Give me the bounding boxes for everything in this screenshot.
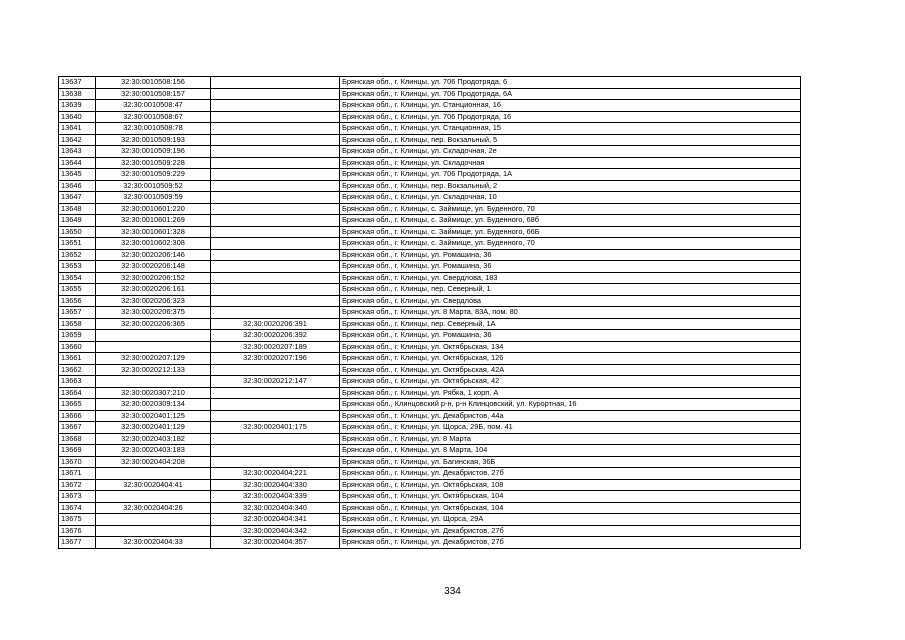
secondary-cadastral-number-cell xyxy=(211,146,340,158)
address-cell: Брянская обл., г. Клинцы, ул. Декабристов, 27б xyxy=(340,537,801,549)
address-cell: Брянская обл., г. Клинцы, ул. 8 Марта, 83А, пом. 80 xyxy=(340,307,801,319)
row-number-cell: 13670 xyxy=(59,456,96,468)
secondary-cadastral-number-cell: 32:30:0020401:175 xyxy=(211,422,340,434)
table-row xyxy=(59,525,801,537)
table-row xyxy=(59,399,801,411)
table-row xyxy=(59,157,801,169)
secondary-cadastral-number-cell xyxy=(211,284,340,296)
cadastral-number-cell: 32:30:0020206:148 xyxy=(96,261,211,273)
address-cell: Брянская обл., г. Клинцы, ул. Щорса, 29А xyxy=(340,514,801,526)
cadastral-number-cell: 32:30:0020206:152 xyxy=(96,272,211,284)
table-row xyxy=(59,284,801,296)
row-number-cell: 13639 xyxy=(59,100,96,112)
row-number-cell: 13668 xyxy=(59,433,96,445)
secondary-cadastral-number-cell xyxy=(211,410,340,422)
table-row xyxy=(59,192,801,204)
address-cell: Брянская обл., г. Клинцы, ул. Щорса, 29Б, пом. 41 xyxy=(340,422,801,434)
address-cell: Брянская обл., г. Клинцы, ул. Ромашина, 36 xyxy=(340,249,801,261)
cadastral-number-cell: 32:30:0020309:134 xyxy=(96,399,211,411)
table-row xyxy=(59,445,801,457)
table-row xyxy=(59,77,801,89)
address-cell: Брянская обл., г. Клинцы, пер. Вокзальный, 2 xyxy=(340,180,801,192)
address-cell: Брянская обл., г. Клинцы, пер. Северный, 1 xyxy=(340,284,801,296)
cadastral-number-cell xyxy=(96,341,211,353)
row-number-cell: 13659 xyxy=(59,330,96,342)
address-cell: Брянская обл., г. Клинцы, ул. Станционная, 16 xyxy=(340,100,801,112)
secondary-cadastral-number-cell xyxy=(211,249,340,261)
row-number-cell: 13673 xyxy=(59,491,96,503)
secondary-cadastral-number-cell: 32:30:0020212:147 xyxy=(211,376,340,388)
address-cell: Брянская обл., г. Клинцы, ул. 706 Продотряда, 1А xyxy=(340,169,801,181)
secondary-cadastral-number-cell: 32:30:0020404:330 xyxy=(211,479,340,491)
secondary-cadastral-number-cell xyxy=(211,111,340,123)
secondary-cadastral-number-cell xyxy=(211,157,340,169)
cadastral-number-cell xyxy=(96,514,211,526)
secondary-cadastral-number-cell xyxy=(211,445,340,457)
row-number-cell: 13654 xyxy=(59,272,96,284)
table-row xyxy=(59,330,801,342)
row-number-cell: 13672 xyxy=(59,479,96,491)
table-row xyxy=(59,249,801,261)
address-cell: Брянская обл., г. Клинцы, ул. Октябрьская, 108 xyxy=(340,479,801,491)
secondary-cadastral-number-cell: 32:30:0020206:392 xyxy=(211,330,340,342)
row-number-cell: 13645 xyxy=(59,169,96,181)
row-number-cell: 13664 xyxy=(59,387,96,399)
table-row xyxy=(59,180,801,192)
secondary-cadastral-number-cell xyxy=(211,238,340,250)
table-row xyxy=(59,123,801,135)
row-number-cell: 13647 xyxy=(59,192,96,204)
secondary-cadastral-number-cell: 32:30:0020206:391 xyxy=(211,318,340,330)
secondary-cadastral-number-cell xyxy=(211,123,340,135)
secondary-cadastral-number-cell: 32:30:0020404:221 xyxy=(211,468,340,480)
secondary-cadastral-number-cell xyxy=(211,261,340,273)
row-number-cell: 13652 xyxy=(59,249,96,261)
secondary-cadastral-number-cell xyxy=(211,169,340,181)
address-cell: Брянская обл., г. Клинцы, ул. 8 Марта xyxy=(340,433,801,445)
row-number-cell: 13660 xyxy=(59,341,96,353)
row-number-cell: 13674 xyxy=(59,502,96,514)
address-cell: Брянская обл., г. Клинцы, ул. Ромашина, 36 xyxy=(340,330,801,342)
row-number-cell: 13661 xyxy=(59,353,96,365)
row-number-cell: 13675 xyxy=(59,514,96,526)
page-number: 334 xyxy=(444,586,461,597)
table-row xyxy=(59,364,801,376)
address-cell: Брянская обл., г. Клинцы, ул. Складочная, 2е xyxy=(340,146,801,158)
address-cell: Брянская обл., г. Клинцы, пер. Вокзальный, 5 xyxy=(340,134,801,146)
secondary-cadastral-number-cell xyxy=(211,203,340,215)
table-row xyxy=(59,433,801,445)
row-number-cell: 13676 xyxy=(59,525,96,537)
table-body xyxy=(59,77,801,549)
table-row xyxy=(59,134,801,146)
row-number-cell: 13637 xyxy=(59,77,96,89)
table-row xyxy=(59,226,801,238)
cadastral-number-cell: 32:30:0020206:375 xyxy=(96,307,211,319)
table-row xyxy=(59,307,801,319)
row-number-cell: 13651 xyxy=(59,238,96,250)
address-cell: Брянская обл., г. Клинцы, ул. Станционная, 15 xyxy=(340,123,801,135)
cadastral-number-cell: 32:30:0020207:129 xyxy=(96,353,211,365)
secondary-cadastral-number-cell xyxy=(211,295,340,307)
row-number-cell: 13648 xyxy=(59,203,96,215)
cadastral-number-cell: 32:30:0020404:41 xyxy=(96,479,211,491)
row-number-cell: 13657 xyxy=(59,307,96,319)
row-number-cell: 13638 xyxy=(59,88,96,100)
secondary-cadastral-number-cell: 32:30:0020404:339 xyxy=(211,491,340,503)
secondary-cadastral-number-cell xyxy=(211,399,340,411)
secondary-cadastral-number-cell: 32:30:0020404:342 xyxy=(211,525,340,537)
table-row xyxy=(59,295,801,307)
row-number-cell: 13646 xyxy=(59,180,96,192)
cadastral-number-cell: 32:30:0010508:78 xyxy=(96,123,211,135)
address-cell: Брянская обл., г. Клинцы, ул. 706 Продотряда, 6 xyxy=(340,77,801,89)
cadastral-number-cell xyxy=(96,468,211,480)
row-number-cell: 13666 xyxy=(59,410,96,422)
cadastral-number-cell: 32:30:0020206:146 xyxy=(96,249,211,261)
table-row xyxy=(59,479,801,491)
address-cell: Брянская обл., г. Клинцы, пер. Северный, 1А xyxy=(340,318,801,330)
cadastral-number-cell: 32:30:0020403:183 xyxy=(96,445,211,457)
secondary-cadastral-number-cell xyxy=(211,180,340,192)
address-cell: Брянская обл., г. Клинцы, ул. Складочная xyxy=(340,157,801,169)
row-number-cell: 13662 xyxy=(59,364,96,376)
secondary-cadastral-number-cell: 32:30:0020207:196 xyxy=(211,353,340,365)
secondary-cadastral-number-cell: 32:30:0020404:341 xyxy=(211,514,340,526)
cadastral-number-cell: 32:30:0010602:308 xyxy=(96,238,211,250)
address-cell: Брянская обл., г. Клинцы, ул. Рябка, 1 корп. А xyxy=(340,387,801,399)
address-cell: Брянская обл., г. Клинцы, ул. Октябрьская, 104 xyxy=(340,502,801,514)
address-cell: Брянская обл., г. Клинцы, ул. 706 Продотряда, 6А xyxy=(340,88,801,100)
cadastral-number-cell: 32:30:0010508:47 xyxy=(96,100,211,112)
table-row xyxy=(59,88,801,100)
row-number-cell: 13671 xyxy=(59,468,96,480)
address-cell: Брянская обл., г. Клинцы, ул. Декабристов, 44а xyxy=(340,410,801,422)
secondary-cadastral-number-cell xyxy=(211,364,340,376)
cadastral-number-cell: 32:30:0010509:59 xyxy=(96,192,211,204)
table-row xyxy=(59,261,801,273)
secondary-cadastral-number-cell: 32:30:0020404:340 xyxy=(211,502,340,514)
cadastral-number-cell: 32:30:0020206:365 xyxy=(96,318,211,330)
secondary-cadastral-number-cell xyxy=(211,307,340,319)
address-cell: Брянская обл., г. Клинцы, с. Займище, ул. Буденного, 68б xyxy=(340,215,801,227)
cadastral-number-cell: 32:30:0010509:228 xyxy=(96,157,211,169)
cadastral-number-cell: 32:30:0020206:161 xyxy=(96,284,211,296)
row-number-cell: 13649 xyxy=(59,215,96,227)
cadastral-number-cell xyxy=(96,491,211,503)
row-number-cell: 13656 xyxy=(59,295,96,307)
row-number-cell: 13640 xyxy=(59,111,96,123)
cadastral-number-cell: 32:30:0020206:323 xyxy=(96,295,211,307)
address-cell: Брянская обл., г. Клинцы, ул. Октябрьская, 42 xyxy=(340,376,801,388)
secondary-cadastral-number-cell xyxy=(211,387,340,399)
cadastral-number-cell: 32:30:0010601:269 xyxy=(96,215,211,227)
address-cell: Брянская обл., г. Клинцы, ул. Свердлова xyxy=(340,295,801,307)
address-cell: Брянская обл., г. Клинцы, ул. Багинская, 36Б xyxy=(340,456,801,468)
cadastral-number-cell: 32:30:0020401:129 xyxy=(96,422,211,434)
table-row xyxy=(59,410,801,422)
table-row xyxy=(59,111,801,123)
secondary-cadastral-number-cell xyxy=(211,226,340,238)
table-row xyxy=(59,376,801,388)
cadastral-number-cell: 32:30:0020404:208 xyxy=(96,456,211,468)
cadastral-number-cell: 32:30:0020307:210 xyxy=(96,387,211,399)
table-row xyxy=(59,100,801,112)
row-number-cell: 13677 xyxy=(59,537,96,549)
cadastral-number-cell: 32:30:0020404:26 xyxy=(96,502,211,514)
secondary-cadastral-number-cell: 32:30:0020207:189 xyxy=(211,341,340,353)
secondary-cadastral-number-cell xyxy=(211,192,340,204)
cadastral-number-cell: 32:30:0020212:133 xyxy=(96,364,211,376)
cadastral-number-cell xyxy=(96,376,211,388)
row-number-cell: 13665 xyxy=(59,399,96,411)
property-registry-table xyxy=(58,76,801,549)
table-row xyxy=(59,215,801,227)
address-cell: Брянская обл., г. Клинцы, ул. Октябрьская, 126 xyxy=(340,353,801,365)
row-number-cell: 13650 xyxy=(59,226,96,238)
secondary-cadastral-number-cell xyxy=(211,272,340,284)
table-row xyxy=(59,537,801,549)
address-cell: Брянская обл., г. Клинцы, ул. Октябрьская, 42А xyxy=(340,364,801,376)
table-row xyxy=(59,353,801,365)
row-number-cell: 13642 xyxy=(59,134,96,146)
secondary-cadastral-number-cell: 32:30:0020404:357 xyxy=(211,537,340,549)
cadastral-number-cell: 32:30:0020401:125 xyxy=(96,410,211,422)
address-cell: Брянская обл., г. Клинцы, с. Займище, ул. Буденного, 70 xyxy=(340,238,801,250)
table-row xyxy=(59,169,801,181)
address-cell: Брянская обл., г. Клинцы, ул. Октябрьская, 104 xyxy=(340,491,801,503)
cadastral-number-cell: 32:30:0020403:182 xyxy=(96,433,211,445)
address-cell: Брянская обл., г. Клинцы, ул. Свердлова, 183 xyxy=(340,272,801,284)
row-number-cell: 13655 xyxy=(59,284,96,296)
row-number-cell: 13644 xyxy=(59,157,96,169)
table-row xyxy=(59,422,801,434)
table-row xyxy=(59,238,801,250)
table-row xyxy=(59,146,801,158)
secondary-cadastral-number-cell xyxy=(211,433,340,445)
row-number-cell: 13663 xyxy=(59,376,96,388)
table-row xyxy=(59,341,801,353)
cadastral-number-cell: 32:30:0010508:67 xyxy=(96,111,211,123)
table-row xyxy=(59,203,801,215)
row-number-cell: 13658 xyxy=(59,318,96,330)
cadastral-number-cell: 32:30:0020404:33 xyxy=(96,537,211,549)
secondary-cadastral-number-cell xyxy=(211,134,340,146)
cadastral-number-cell xyxy=(96,330,211,342)
cadastral-number-cell: 32:30:0010509:229 xyxy=(96,169,211,181)
secondary-cadastral-number-cell xyxy=(211,215,340,227)
secondary-cadastral-number-cell xyxy=(211,77,340,89)
address-cell: Брянская обл., г. Клинцы, ул. Декабристов, 27б xyxy=(340,525,801,537)
table-row xyxy=(59,514,801,526)
table-row xyxy=(59,502,801,514)
secondary-cadastral-number-cell xyxy=(211,456,340,468)
table-row xyxy=(59,318,801,330)
address-cell: Брянская обл., г. Клинцы, ул. 8 Марта, 104 xyxy=(340,445,801,457)
address-cell: Брянская обл., г. Клинцы, ул. Складочная, 10 xyxy=(340,192,801,204)
address-cell: Брянская обл., г. Клинцы, ул. Декабристов, 27б xyxy=(340,468,801,480)
cadastral-number-cell: 32:30:0010508:157 xyxy=(96,88,211,100)
row-number-cell: 13667 xyxy=(59,422,96,434)
row-number-cell: 13669 xyxy=(59,445,96,457)
secondary-cadastral-number-cell xyxy=(211,100,340,112)
cadastral-number-cell: 32:30:0010601:328 xyxy=(96,226,211,238)
address-cell: Брянская обл., г. Клинцы, с. Займище, ул. Буденного, 66Б xyxy=(340,226,801,238)
table-row xyxy=(59,272,801,284)
table-row xyxy=(59,387,801,399)
secondary-cadastral-number-cell xyxy=(211,88,340,100)
row-number-cell: 13641 xyxy=(59,123,96,135)
row-number-cell: 13653 xyxy=(59,261,96,273)
cadastral-number-cell: 32:30:0010601:220 xyxy=(96,203,211,215)
address-cell: Брянская обл., г. Клинцы, ул. Ромашина, 36 xyxy=(340,261,801,273)
table-row xyxy=(59,468,801,480)
table-row xyxy=(59,491,801,503)
address-cell: Брянская обл., г. Клинцы, ул. 706 Продотряда, 16 xyxy=(340,111,801,123)
cadastral-number-cell: 32:30:0010509:52 xyxy=(96,180,211,192)
table-row xyxy=(59,456,801,468)
cadastral-number-cell: 32:30:0010509:193 xyxy=(96,134,211,146)
address-cell: Брянская обл., г. Клинцы, ул. Октябрьская, 134 xyxy=(340,341,801,353)
address-cell: Брянская обл., г. Клинцы, с. Займище, ул. Буденного, 70 xyxy=(340,203,801,215)
cadastral-number-cell xyxy=(96,525,211,537)
cadastral-number-cell: 32:30:0010508:156 xyxy=(96,77,211,89)
address-cell: Брянская обл., Клинцовский р-н, р-н Клинцовский, ул. Курортная, 16 xyxy=(340,399,801,411)
row-number-cell: 13643 xyxy=(59,146,96,158)
cadastral-number-cell: 32:30:0010509:196 xyxy=(96,146,211,158)
